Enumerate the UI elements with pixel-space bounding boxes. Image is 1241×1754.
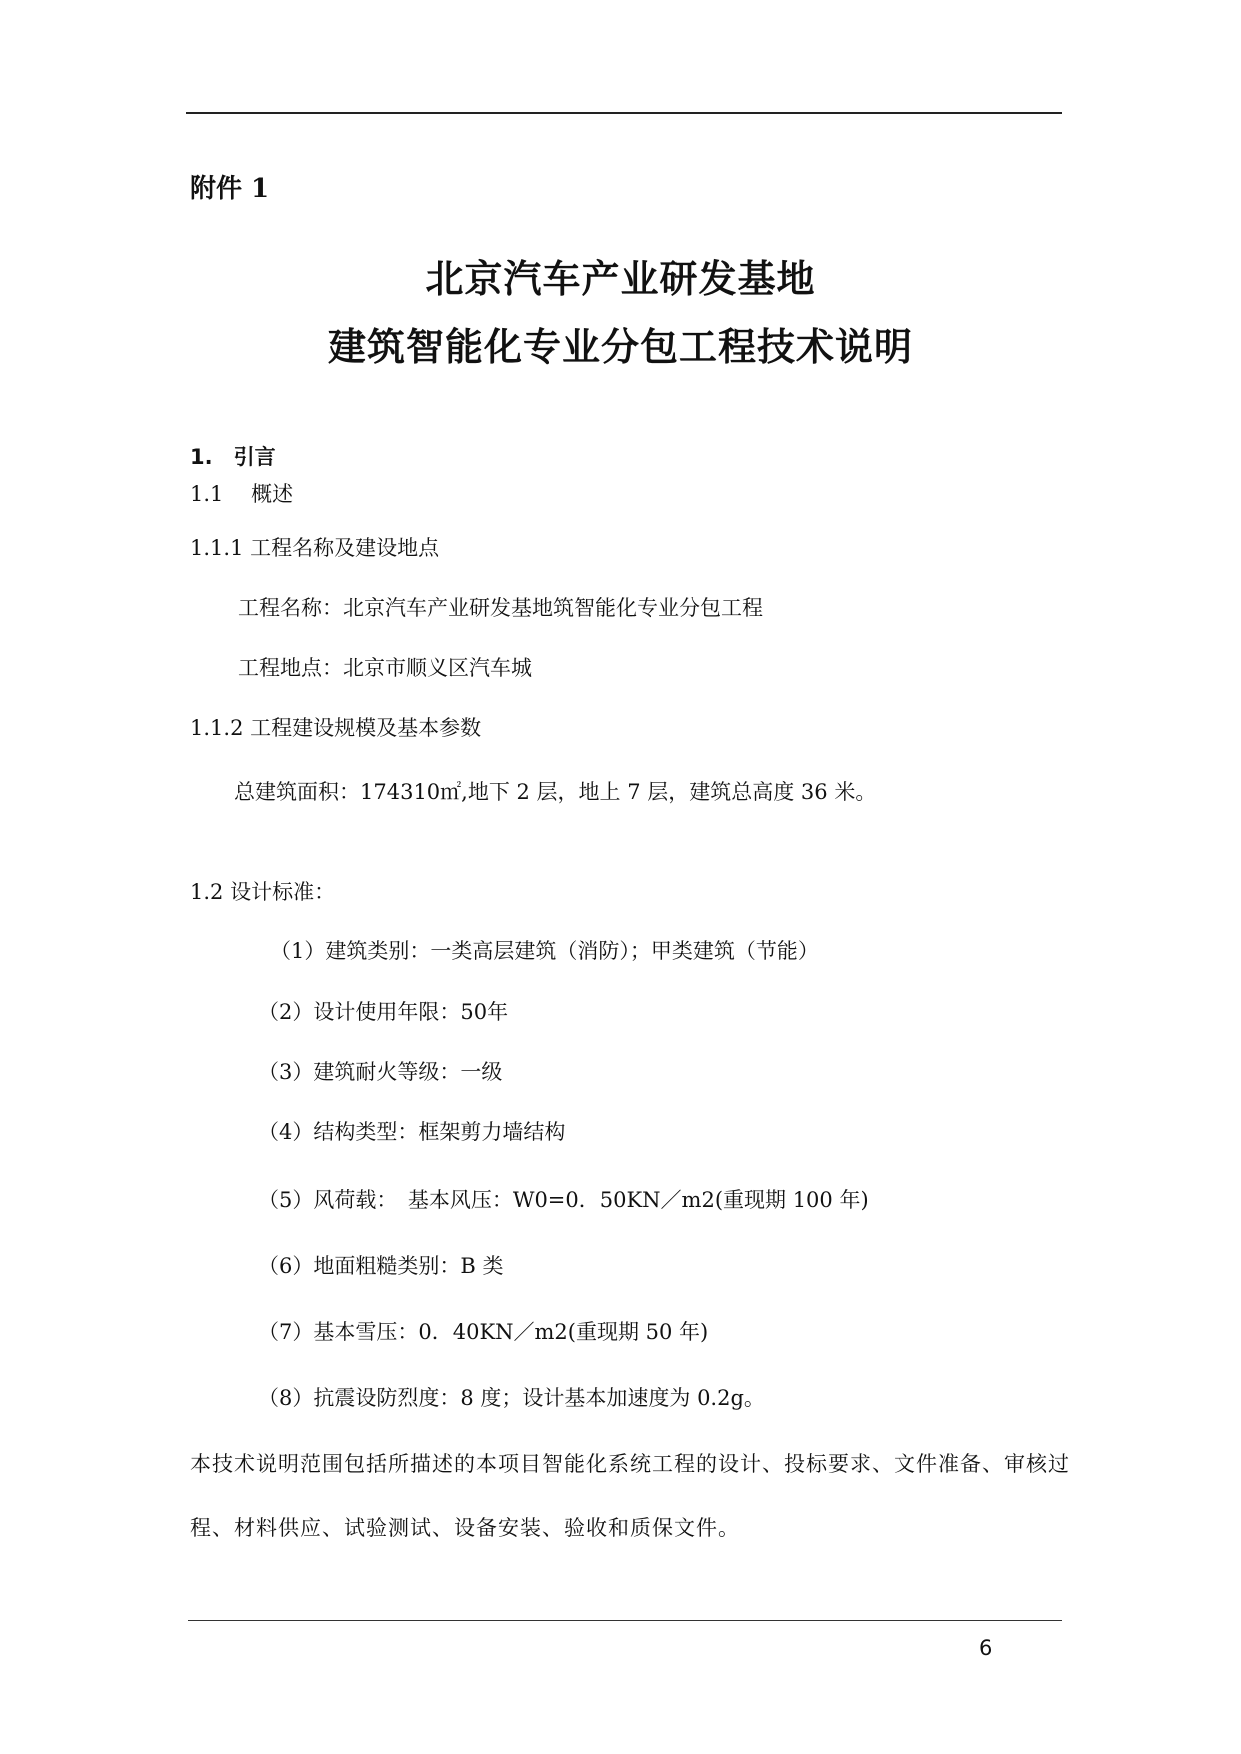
design-standard-item: （5）风荷载： 基本风压：W0=0．50KN／m2(重现期 100 年) bbox=[258, 1188, 869, 1212]
subsection-project-name-location: 1.1.1 工程名称及建设地点 bbox=[190, 536, 440, 560]
page-number: 6 bbox=[979, 1636, 993, 1660]
scope-paragraph-line2: 程、材料供应、试验测试、设备安装、验收和质保文件。 bbox=[190, 1516, 740, 1540]
attachment-label: 附件 1 bbox=[190, 174, 270, 204]
section-heading-design-standards: 1.2 设计标准： bbox=[190, 880, 336, 904]
project-name-text: 工程名称：北京汽车产业研发基地筑智能化专业分包工程 bbox=[238, 596, 763, 620]
subsection-scale-parameters: 1.1.2 工程建设规模及基本参数 bbox=[190, 716, 482, 740]
document-title-line2: 建筑智能化专业分包工程技术说明 bbox=[327, 325, 913, 369]
design-standard-item: （7）基本雪压：0．40KN／m2(重现期 50 年) bbox=[258, 1320, 709, 1344]
design-standard-item: （2）设计使用年限：50年 bbox=[258, 1000, 509, 1024]
project-location-text: 工程地点：北京市顺义区汽车城 bbox=[238, 656, 532, 680]
footer-rule bbox=[188, 1620, 1062, 1621]
building-scale-text: 总建筑面积：174310㎡,地下 2 层，地上 7 层，建筑总高度 36 米。 bbox=[234, 780, 877, 804]
document-title-line1: 北京汽车产业研发基地 bbox=[425, 257, 816, 301]
design-standard-item: （1）建筑类别：一类高层建筑（消防）；甲类建筑（节能） bbox=[270, 939, 819, 963]
header-rule bbox=[186, 112, 1062, 114]
design-standard-item: （3）建筑耐火等级：一级 bbox=[258, 1060, 503, 1084]
design-standard-item: （6）地面粗糙类别：B 类 bbox=[258, 1254, 504, 1278]
design-standard-item: （8）抗震设防烈度：8 度；设计基本加速度为 0.2g。 bbox=[258, 1386, 765, 1410]
section-heading-introduction: 1. 引言 bbox=[190, 445, 276, 469]
design-standard-item: （4）结构类型：框架剪力墙结构 bbox=[258, 1120, 566, 1144]
subsection-overview: 1.1 概述 bbox=[190, 482, 294, 506]
scope-paragraph-line1: 本技术说明范围包括所描述的本项目智能化系统工程的设计、投标要求、文件准备、审核过 bbox=[190, 1452, 1070, 1476]
